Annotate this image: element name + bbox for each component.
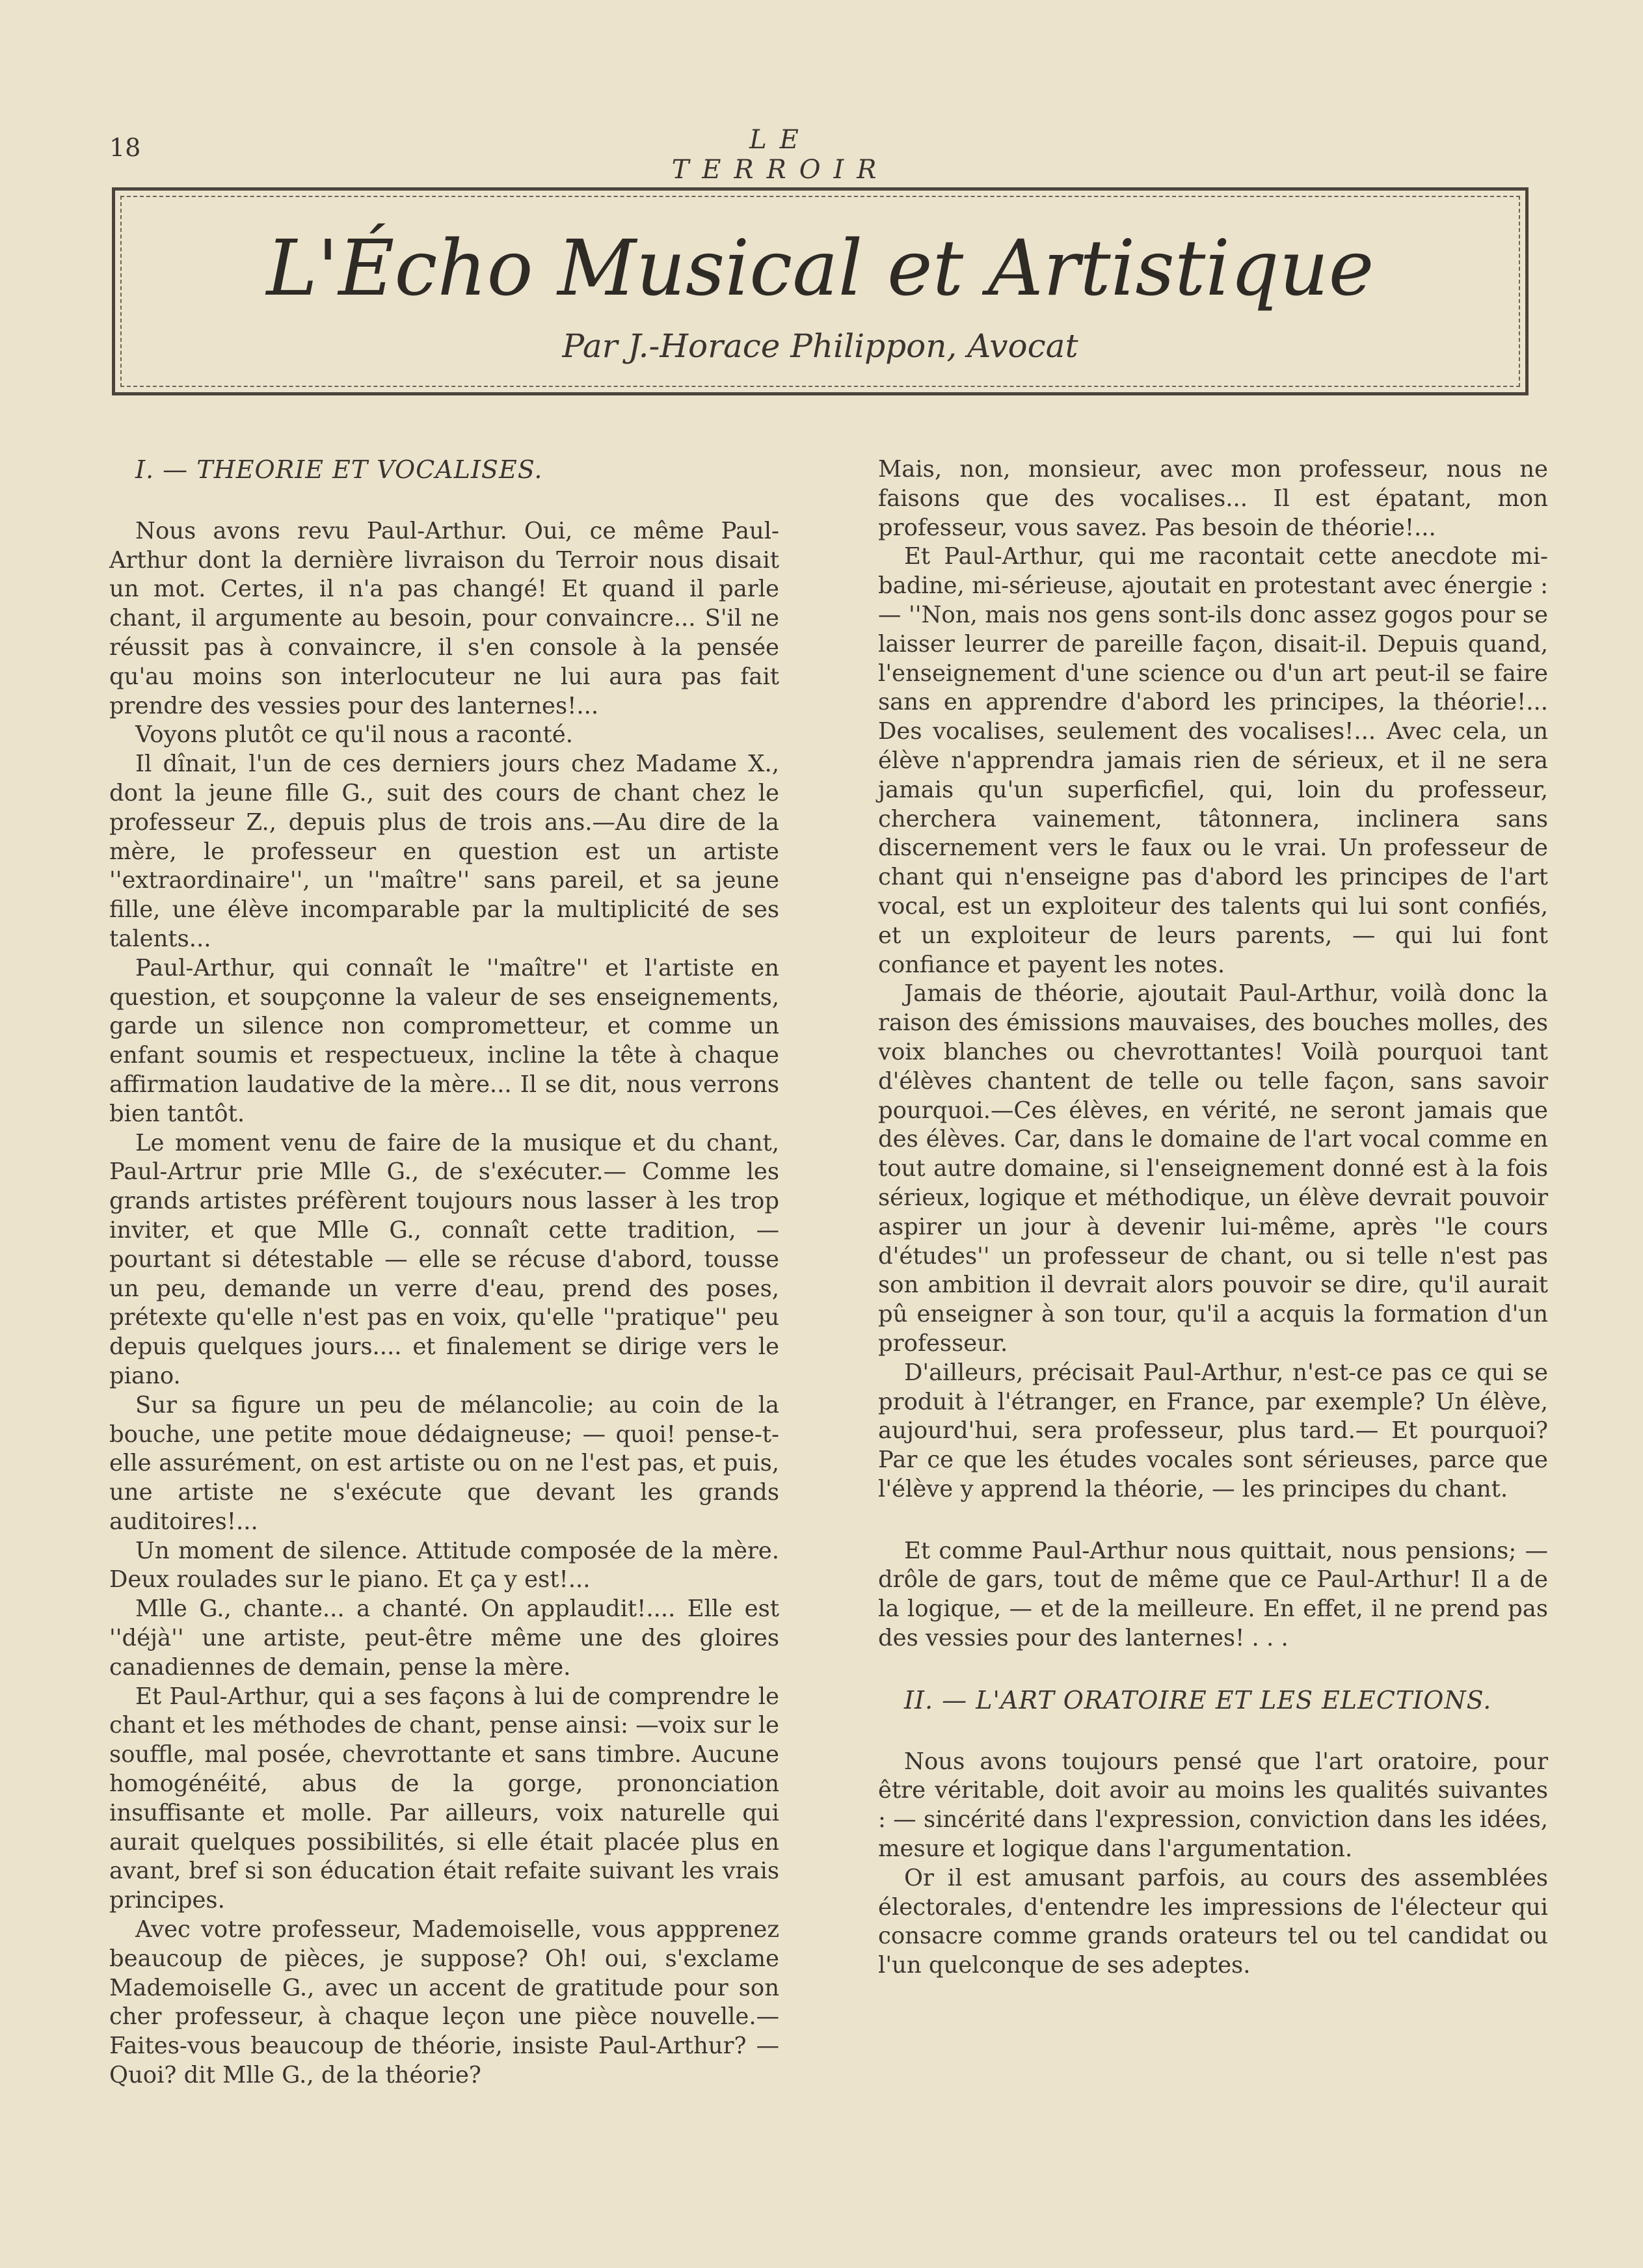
article-title: L'Écho Musical et Artistique — [266, 223, 1374, 313]
left-column — [109, 455, 779, 2090]
section-heading: II. — L'ART ORATOIRE ET LES ELECTIONS. — [904, 1685, 1492, 1714]
article-byline: Par J.-Horace Philippon, Avocat — [562, 327, 1078, 365]
right-column — [878, 455, 1548, 1981]
paragraph: Avec votre professeur, Mademoiselle, vous appprenez beaucoup de pièces, je suppose? Oh! oui, s'exclame Mademoiselle G., avec un accent de gratitude pour son cher professeur, à chaque leçon une pièce nouvelle.—Faites-vous beaucoup de théorie, insiste Paul-Arthur? — Quoi? dit Mlle G., de la théorie? — [109, 1916, 779, 2089]
page-number: 18 — [109, 133, 141, 162]
paragraph: Et Paul-Arthur, qui a ses façons à lui de comprendre le chant et les méthodes de chant, pense ainsi: —voix sur le souffle, mal posée, chevrottante et sans timbre. Aucune homogénéité, abus de la gorge, prononciation insuffisante et molle. Par ailleurs, voix naturelle qui aurait quelques possibilités, si elle était placée plus en avant, bref si son éducation était refaite suivant les vrais principes. — [109, 1683, 779, 1914]
paragraph: D'ailleurs, précisait Paul-Arthur, n'est-ce pas ce qui se produit à l'étranger, en France, par exemple? Un élève, aujourd'hui, sera professeur, plus tard.— Et pourquoi? Par ce que les études vocales sont sérieuses, parce que l'élève y apprend la théorie, — les principes du chant. — [878, 1359, 1548, 1502]
paragraph: Un moment de silence. Attitude composée de la mère. Deux roulades sur le piano. Et ça y est!... — [109, 1537, 779, 1594]
paragraph: Mais, non, monsieur, avec mon professeur, nous ne faisons que des vocalises... Il est épatant, mon professeur, vous savez. Pas besoin de théorie!... — [878, 456, 1548, 541]
paragraph: Nous avons toujours pensé que l'art oratoire, pour être véritable, doit avoir au moins les qualités suivantes : — sincérité dans l'expression, conviction dans les idées, mesure et logique dans l'argumentation. — [878, 1748, 1548, 1863]
paragraph: Il dînait, l'un de ces derniers jours chez Madame X., dont la jeune fille G., suit des cours de chant chez le professeur Z., depuis plus de trois ans.—Au dire de la mère, le professeur en question est un artiste ''extraordinaire'', un ''maître'' sans pareil, et sa jeune fille, une élève incomparable par la multiplicité de ses talents... — [109, 751, 779, 952]
paragraph: Nous avons revu Paul-Arthur. Oui, ce même Paul-Arthur dont la dernière livraison du Terroir nous disait un mot. Certes, il n'a pas changé! Et quand il parle chant, il argumente au besoin, pour convaincre... S'il ne réussit pas à convaincre, il s'en console à la pensée qu'au moins son interlocuteur ne lui aura pas fait prendre des vessies pour des lanternes!... — [109, 517, 779, 719]
title-frame — [112, 187, 1529, 395]
paragraph: Sur sa figure un peu de mélancolie; au coin de la bouche, une petite moue dédaigneuse; — quoi! pense-t-elle assurément, on est artiste ou on ne l'est pas, et puis, une artiste ne s'exécute que devant les grands auditoires!... — [109, 1391, 779, 1535]
running-title: LE TERROIR — [671, 125, 890, 185]
paragraph: Or il est amusant parfois, au cours des assemblées électorales, d'entendre les impressions de l'électeur qui consacre comme grands orateurs tel ou tel candidat ou l'un quelconque de ses adeptes. — [878, 1864, 1548, 1979]
paragraph: Jamais de théorie, ajoutait Paul-Arthur, voilà donc la raison des émissions mauvaises, des bouches molles, des voix blanches ou chevrottantes! Voilà pourquoi tant d'élèves chantent de telle ou telle façon, sans savoir pourquoi.—Ces élèves, en vérité, ne seront jamais que des élèves. Car, dans le domaine de l'art vocal comme en tout autre domaine, si l'enseignement donné est à la fois sérieux, logique et méthodique, un élève devrait pouvoir aspirer un jour à devenir lui-même, après ''le cours d'études'' un professeur de chant, ou si telle n'est pas son ambition il devrait alors pouvoir se dire, qu'il aurait pû enseigner à son tour, qu'il a acquis la formation d'un professeur. — [878, 980, 1548, 1357]
paragraph: Et comme Paul-Arthur nous quittait, nous pensions; — drôle de gars, tout de même que ce Paul-Arthur! Il a de la logique, — et de la meilleure. En effet, il ne prend pas des vessies pour des lanternes! . . . — [878, 1537, 1548, 1652]
paragraph: Paul-Arthur, qui connaît le ''maître'' et l'artiste en question, et soupçonne la valeur de ses enseignements, garde un silence non comprometteur, et comme un enfant soumis et respectueux, incline la tête à chaque affirmation laudative de la mère... Il se dit, nous verrons bien tantôt. — [109, 954, 779, 1127]
paragraph: Voyons plutôt ce qu'il nous a raconté. — [135, 721, 573, 749]
paragraph: Et Paul-Arthur, qui me racontait cette anecdote mi-badine, mi-sérieuse, ajoutait en protestant avec énergie : — ''Non, mais nos gens sont-ils donc assez gogos pour se laisser leurrer de pareille façon, disait-il. Depuis quand, l'enseignement d'une science ou d'un art peut-il se faire sans en apprendre d'abord les principes, la théorie!... Des vocalises, seulement des vocalises!... Avec cela, un élève n'apprendra jamais rien de sérieux, et il ne sera jamais qu'un superficfiel, qui, loin du professeur, cherchera vainement, tâtonnera, inclinera sans discernement vers le faux ou le vrai. Un professeur de chant qui n'enseigne pas d'abord les principes de l'art vocal, est un exploiteur des talents qui lui sont confiés, et un exploiteur de leurs parents, — qui lui font confiance et payent les notes. — [878, 543, 1548, 978]
paragraph: Le moment venu de faire de la musique et du chant, Paul-Artrur prie Mlle G., de s'exécuter.— Comme les grands artistes préfèrent toujours nous lasser à les trop inviter, et que Mlle G., connaît cette tradition, — pourtant si détestable — elle se récuse d'abord, tousse un peu, demande un verre d'eau, prend des poses, prétexte qu'elle n'est pas en voix, qu'elle ''pratique'' peu depuis quelques jours.... et finalement se dirige vers le piano. — [109, 1129, 779, 1389]
paragraph: Mlle G., chante... a chanté. On applaudit!.... Elle est ''déjà'' une artiste, peut-être même une des gloires canadiennes de demain, pense la mère. — [109, 1595, 779, 1681]
section-heading: I. — THEORIE ET VOCALISES. — [135, 455, 543, 484]
